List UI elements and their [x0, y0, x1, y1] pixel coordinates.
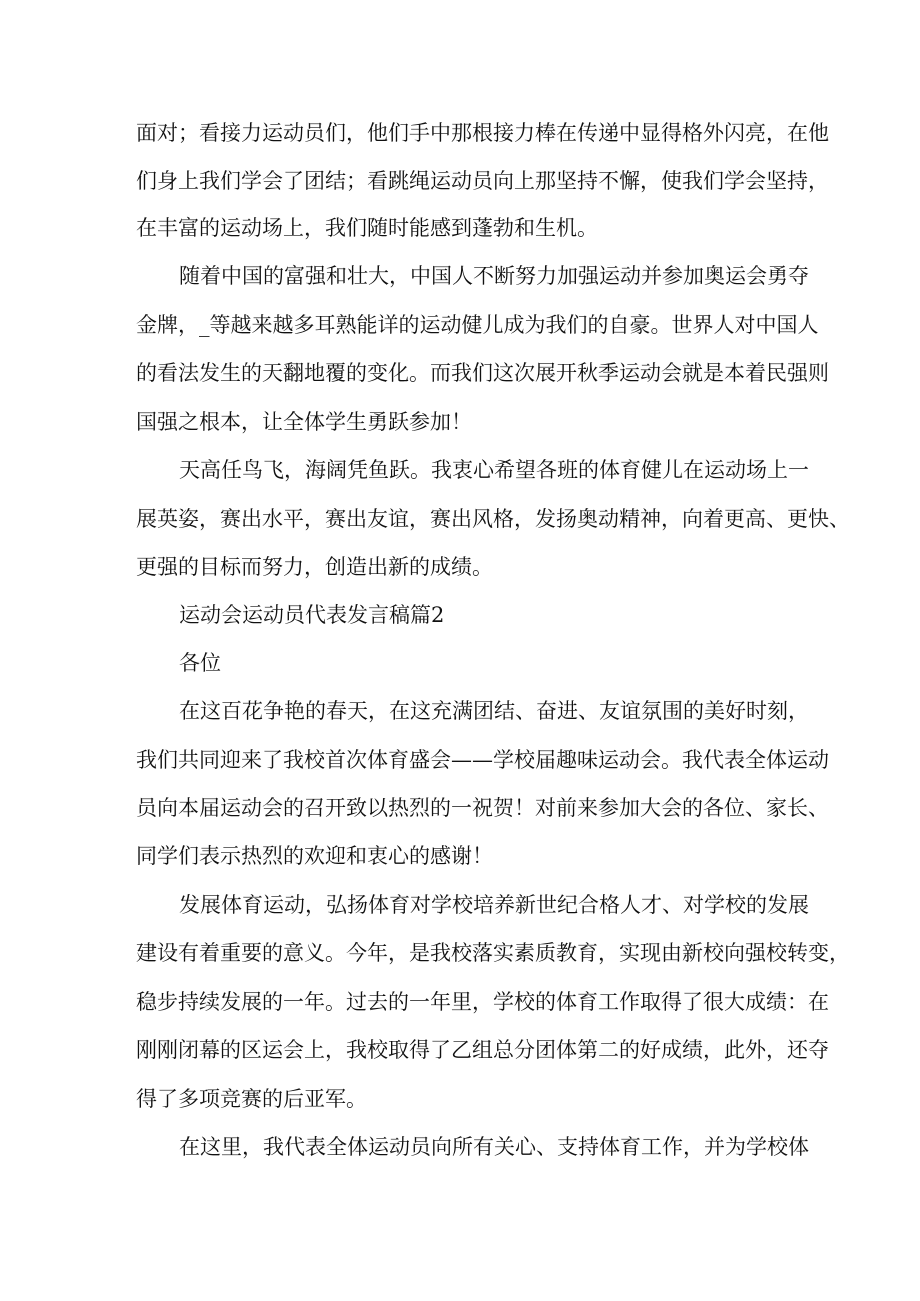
text-line: 国强之根本，让全体学生勇跃参加！ [136, 410, 472, 434]
text-line: 在这百花争艳的春天，在这充满团结、奋进、友谊氛围的美好时刻， [179, 699, 809, 723]
text-line: 我们共同迎来了我校首次体育盛会——学校届趣味运动会。我代表全体运动 [136, 748, 829, 772]
section-heading: 运动会运动员代表发言稿篇2 [179, 603, 445, 627]
text-line: 们身上我们学会了团结；看跳绳运动员向上那坚持不懈，使我们学会坚持， [136, 169, 829, 193]
text-line: 得了多项竞赛的后亚军。 [136, 1087, 367, 1111]
text-line: 更强的目标而努力，创造出新的成绩。 [136, 555, 493, 579]
text-line: 刚刚闭幕的区运会上，我校取得了乙组总分团体第二的好成绩，此外，还夺 [136, 1038, 829, 1062]
text-line: 建设有着重要的意义。今年，是我校落实素质教育，实现由新校向强校转变， [136, 941, 850, 965]
text-line: 面对；看接力运动员们，他们手中那根接力棒在传递中显得格外闪亮，在他 [136, 121, 829, 145]
text-line: 同学们表示热烈的欢迎和衷心的感谢！ [136, 844, 493, 868]
text-line: 展英姿，赛出水平，赛出友谊，赛出风格，发扬奥动精神，向着更高、更快、 [136, 507, 850, 531]
text-line: 发展体育运动，弘扬体育对学校培养新世纪合格人才、对学校的发展 [179, 893, 809, 917]
text-line: 员向本届运动会的召开致以热烈的一祝贺！对前来参加大会的各位、家长、 [136, 796, 829, 820]
text-line: 稳步持续发展的一年。过去的一年里，学校的体育工作取得了很大成绩：在 [136, 990, 829, 1014]
text-line: 随着中国的富强和壮大，中国人不断努力加强运动并参加奥运会勇夺 [179, 264, 809, 288]
text-line: 天高任鸟飞，海阔凭鱼跃。我衷心希望各班的体育健儿在运动场上一 [179, 458, 809, 482]
salutation: 各位 [179, 651, 221, 675]
text-line: 金牌，_等越来越多耳熟能详的运动健儿成为我们的自豪。世界人对中国人 [136, 313, 819, 337]
text-line: 在丰富的运动场上，我们随时能感到蓬勃和生机。 [136, 216, 598, 240]
text-line: 在这里，我代表全体运动员向所有关心、支持体育工作，并为学校体 [179, 1135, 809, 1159]
text-line: 的看法发生的天翻地覆的变化。而我们这次展开秋季运动会就是本着民强则 [136, 361, 829, 385]
